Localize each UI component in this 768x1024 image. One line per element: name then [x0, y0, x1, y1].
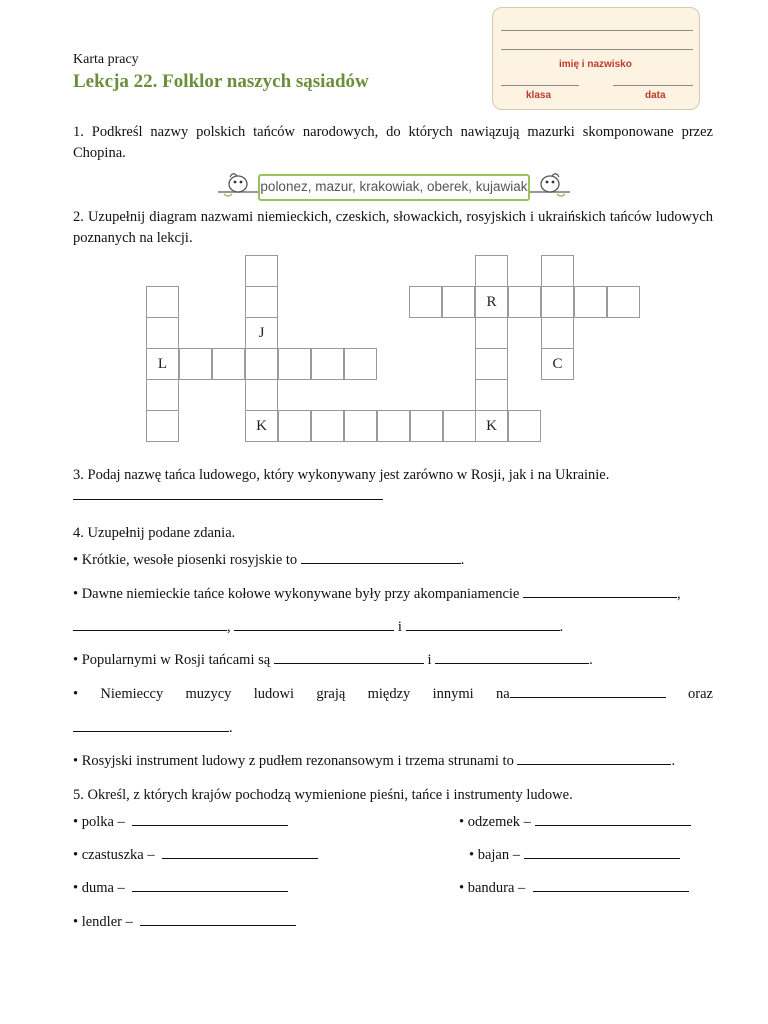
task4-sentence-5: • Rosyjski instrument ludowy z pudłem rezonansowym i trzema strunami to . — [73, 753, 676, 769]
crossword-cell[interactable] — [245, 348, 278, 380]
crossword-cell[interactable] — [245, 286, 278, 318]
task4-sentence-1: • Krótkie, wesołe piosenki rosyjskie to . — [73, 552, 465, 568]
crossword-cell[interactable] — [541, 286, 574, 318]
crossword-cell[interactable] — [146, 317, 179, 349]
crossword-cell[interactable] — [344, 410, 377, 442]
crossword-cell[interactable]: K — [475, 410, 508, 442]
task5-item: • bajan – — [469, 845, 680, 865]
crossword-cell[interactable] — [410, 410, 443, 442]
answer-blank[interactable] — [234, 617, 394, 631]
dance-names-box[interactable]: polonez, mazur, krakowiak, oberek, kujawiak — [258, 174, 530, 201]
answer-blank[interactable] — [301, 550, 461, 564]
answer-blank[interactable] — [510, 684, 666, 698]
answer-blank[interactable] — [535, 812, 691, 826]
crossword-cell[interactable] — [146, 286, 179, 318]
student-info-box — [492, 7, 700, 110]
crossword-cell[interactable] — [475, 317, 508, 349]
answer-blank[interactable] — [406, 617, 560, 631]
crossword-cell[interactable]: K — [245, 410, 278, 442]
crossword-cell[interactable] — [443, 410, 476, 442]
date-line[interactable] — [613, 85, 693, 86]
crossword-cell[interactable]: R — [475, 286, 508, 318]
answer-blank[interactable] — [132, 878, 288, 892]
bird-right-icon — [530, 168, 572, 202]
task1-text: 1. Podkreśl nazwy polskich tańców narodowych, do których nawiązują mazurki skomponowane przez Chopina. — [73, 124, 713, 161]
crossword-cell[interactable] — [475, 255, 508, 287]
class-label: klasa — [526, 90, 552, 101]
answer-blank[interactable] — [132, 812, 288, 826]
task4-heading: 4. Uzupełnij podane zdania. — [73, 525, 236, 541]
task5-heading: 5. Określ, z których krajów pochodzą wymienione pieśni, tańce i instrumenty ludowe. — [73, 787, 573, 803]
crossword-cell[interactable]: J — [245, 317, 278, 349]
crossword-cell[interactable] — [409, 286, 442, 318]
answer-blank[interactable] — [523, 584, 677, 598]
crossword-cell[interactable] — [179, 348, 212, 380]
crossword-cell[interactable] — [245, 379, 278, 411]
task4-sentence-2: • Dawne niemieckie tańce kołowe wykonywane były przy akompaniamencie , — [73, 586, 681, 602]
answer-blank[interactable] — [140, 912, 296, 926]
task5-item: • polka – — [73, 812, 288, 832]
worksheet-label: Karta pracy — [73, 52, 139, 67]
task3-answer-line[interactable] — [73, 499, 383, 500]
answer-blank[interactable] — [517, 751, 671, 765]
crossword-cell[interactable] — [475, 379, 508, 411]
name-label: imię i nazwisko — [559, 59, 632, 70]
lesson-title: Lekcja 22. Folklor naszych sąsiadów — [73, 71, 369, 92]
task4-sentence-3: • Popularnymi w Rosji tańcami są i . — [73, 652, 593, 668]
crossword-cell[interactable] — [574, 286, 607, 318]
crossword-cell[interactable]: C — [541, 348, 574, 380]
task4-sentence-4: • Niemieccy muzycy ludowi grają między innymi na oraz — [73, 686, 713, 702]
answer-blank[interactable] — [274, 650, 424, 664]
task4-sentence-4-cont: . — [73, 718, 233, 738]
crossword-cell[interactable] — [508, 410, 541, 442]
crossword-cell[interactable] — [278, 348, 311, 380]
crossword-cell[interactable] — [146, 410, 179, 442]
date-label: data — [645, 90, 666, 101]
crossword-cell[interactable] — [508, 286, 541, 318]
bird-left-icon — [216, 168, 258, 202]
answer-blank[interactable] — [73, 718, 229, 732]
task5-item: • duma – — [73, 878, 288, 898]
crossword-cell[interactable] — [475, 348, 508, 380]
answer-blank[interactable] — [162, 845, 318, 859]
task5-item: • lendler – — [73, 912, 296, 932]
crossword-cell[interactable] — [541, 255, 574, 287]
name-line-2[interactable] — [501, 49, 693, 50]
crossword-cell[interactable] — [311, 410, 344, 442]
crossword-cell[interactable] — [541, 317, 574, 349]
task2-text: 2. Uzupełnij diagram nazwami niemieckich, czeskich, słowackich, rosyjskich i ukraińskich tańców ludowych poznanych na lekcji. — [73, 209, 713, 246]
crossword-cell[interactable] — [377, 410, 410, 442]
crossword-cell[interactable] — [344, 348, 377, 380]
crossword-cell[interactable] — [311, 348, 344, 380]
task5-item: • bandura – — [459, 878, 689, 898]
crossword-cell[interactable] — [146, 379, 179, 411]
answer-blank[interactable] — [533, 878, 689, 892]
answer-blank[interactable] — [435, 650, 589, 664]
task4-sentence-2-cont: , i . — [73, 617, 563, 637]
name-line-1[interactable] — [501, 30, 693, 31]
class-line[interactable] — [501, 85, 579, 86]
task5-item: • czastuszka – — [73, 845, 318, 865]
crossword-cell[interactable] — [278, 410, 311, 442]
task5-item: • odzemek – — [459, 812, 691, 832]
task3-text: 3. Podaj nazwę tańca ludowego, który wykonywany jest zarówno w Rosji, jak i na Ukrainie. — [73, 467, 610, 483]
crossword-cell[interactable]: L — [146, 348, 179, 380]
answer-blank[interactable] — [73, 617, 227, 631]
answer-blank[interactable] — [524, 845, 680, 859]
crossword-cell[interactable] — [607, 286, 640, 318]
crossword-cell[interactable] — [212, 348, 245, 380]
crossword-cell[interactable] — [245, 255, 278, 287]
crossword-cell[interactable] — [442, 286, 475, 318]
